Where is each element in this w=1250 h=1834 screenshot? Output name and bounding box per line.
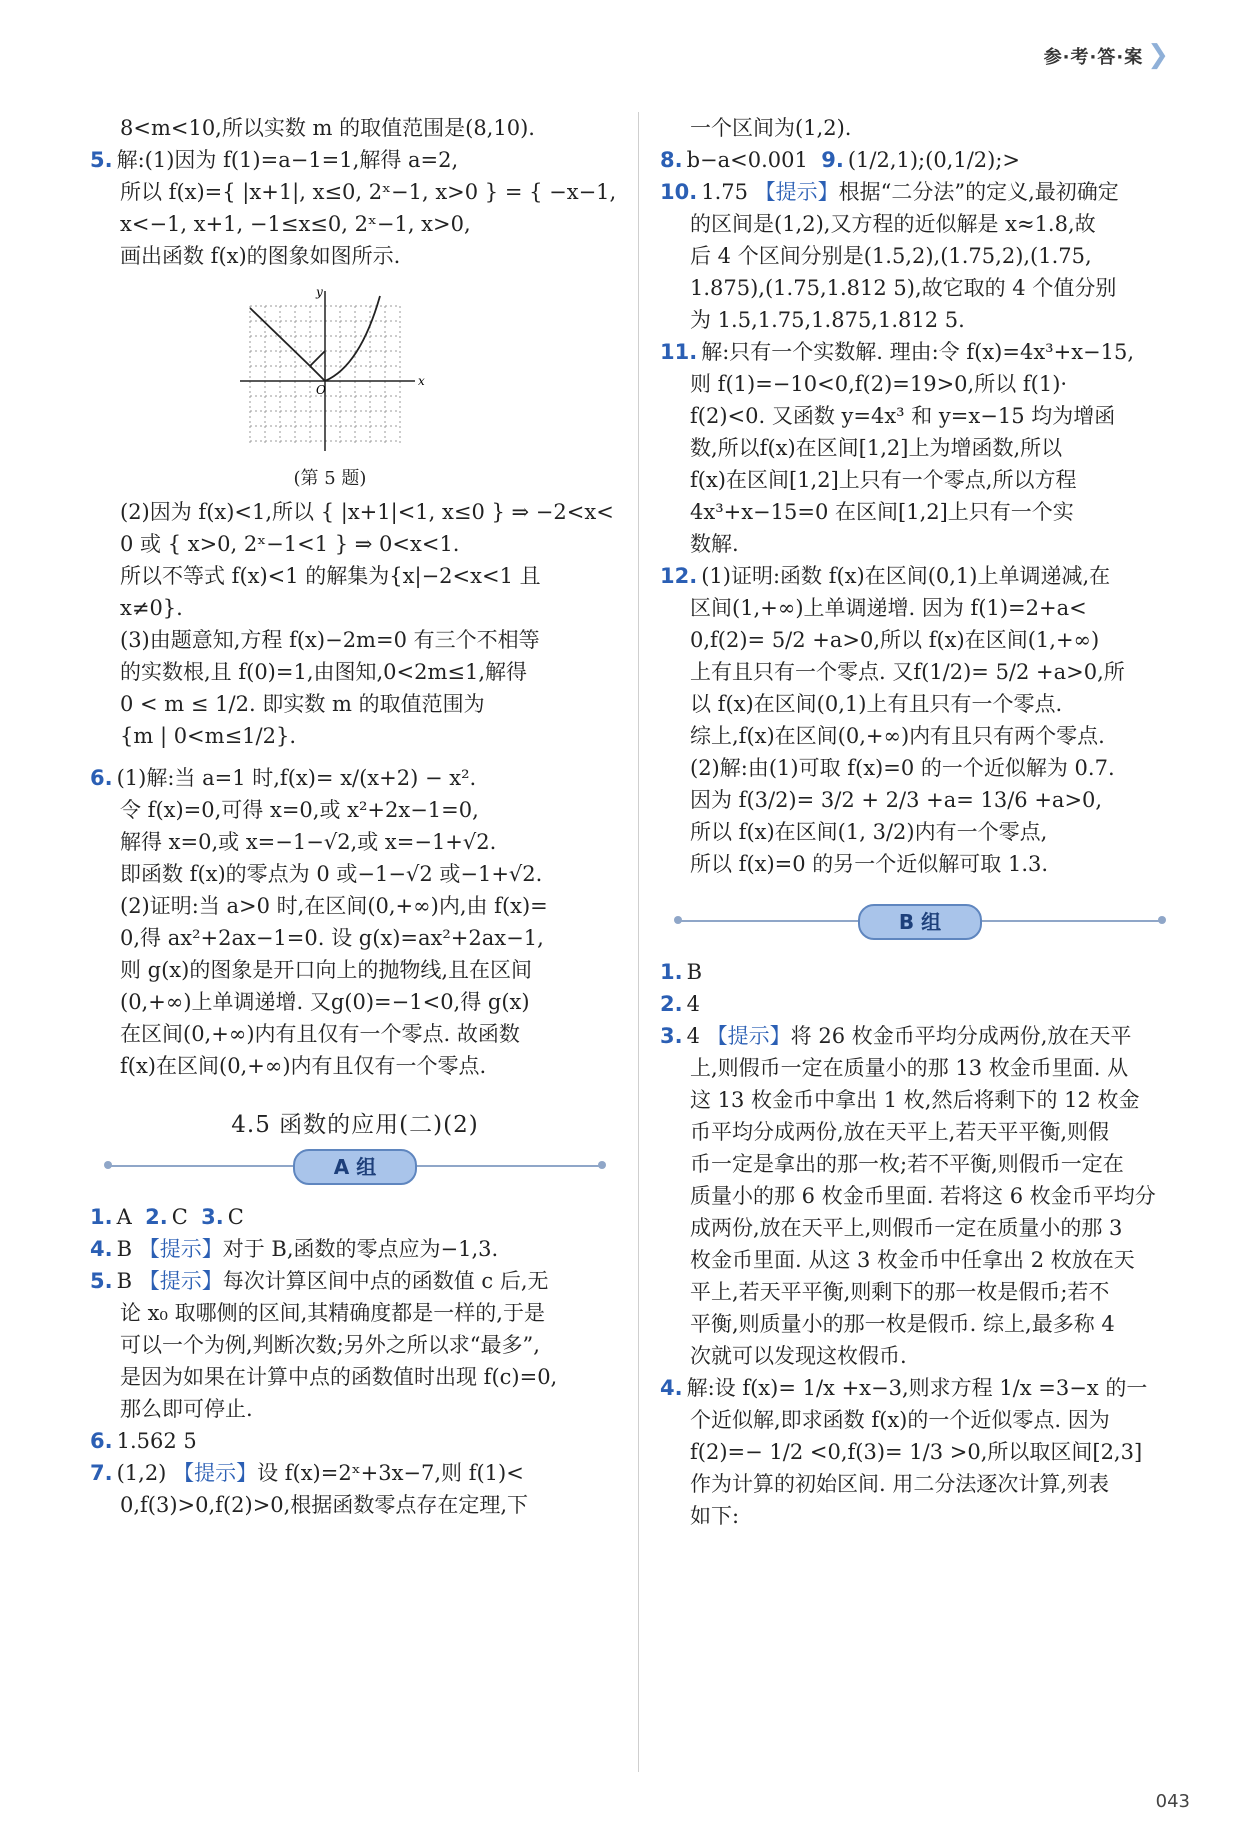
hint-tag: 【提示】	[138, 1237, 223, 1261]
page-header	[1044, 40, 1170, 70]
answer-11	[660, 336, 1180, 368]
text-line: (0,+∞)上单调递增. 又g(0)=−1<0,得 g(x)	[120, 990, 530, 1014]
right-column	[660, 112, 1180, 1532]
answer: B	[116, 1269, 133, 1293]
text-line: 论 x₀ 取哪侧的区间,其精确度都是一样的,于是	[120, 1301, 545, 1325]
answer-5	[90, 1265, 620, 1297]
text-line: f(2)=− 1/2 <0,f(3)= 1/3 >0,所以取区间[2,3]	[690, 1440, 1143, 1464]
text-line: 所以不等式 f(x)<1 的解集为{x|−2<x<1 且	[120, 564, 541, 588]
question-number: 4.	[660, 1376, 683, 1400]
question-6	[90, 762, 620, 794]
text-line: 的实数根,且 f(0)=1,由图知,0<2m≤1,解得	[120, 660, 528, 684]
answer: 4	[686, 1024, 700, 1048]
question-number: 4.	[90, 1237, 113, 1261]
question-number: 2.	[660, 992, 683, 1016]
answer: C	[171, 1205, 188, 1229]
text-line: (1)解:当 a=1 时,f(x)= x/(x+2) − x².	[116, 766, 477, 790]
text-line: 平衡,则质量小的那一枚是假币. 综上,最多称 4	[690, 1312, 1115, 1336]
text-line: 数解.	[690, 532, 739, 556]
y-axis-label: y	[316, 286, 323, 299]
question-number: 3.	[201, 1205, 224, 1229]
text-line: 1.875),(1.75,1.812 5),故它取的 4 个值分别	[690, 276, 1117, 300]
b-answer-2	[660, 988, 1180, 1020]
text-line: (2)解:由(1)可取 f(x)=0 的一个近似解为 0.7.	[690, 756, 1115, 780]
text-line: 设 f(x)=2ˣ+3x−7,则 f(1)<	[257, 1461, 524, 1485]
question-number: 6.	[90, 1429, 113, 1453]
answer: b−a<0.001	[686, 148, 808, 172]
question-number: 9.	[821, 148, 844, 172]
text-line: (1)证明:函数 f(x)在区间(0,1)上单调递减,在	[701, 564, 1111, 588]
text-line: (2)因为 f(x)<1,所以 { |x+1|<1, x≤0 } ⇒ −2<x<	[120, 500, 614, 524]
text-line: 个近似解,即求函数 f(x)的一个近似零点. 因为	[690, 1408, 1110, 1432]
chevron-right-icon: ❯	[1147, 40, 1170, 70]
question-number: 6.	[90, 766, 113, 790]
question-number: 12.	[660, 564, 698, 588]
question-number: 5.	[90, 1269, 113, 1293]
text-line: f(x)在区间[1,2]上只有一个零点,所以方程	[690, 468, 1077, 492]
text-line: 质量小的那 6 枚金币里面. 若将这 6 枚金币平均分	[690, 1184, 1156, 1208]
text-line: 的区间是(1,2),又方程的近似解是 x≈1.8,故	[690, 212, 1096, 236]
text-line: 0,f(2)= 5/2 +a>0,所以 f(x)在区间(1,+∞)	[690, 628, 1100, 652]
answer: 1.75	[701, 180, 748, 204]
text-line: 成两份,放在天平上,则假币一定在质量小的那 3	[690, 1216, 1123, 1240]
text-line: 0 < m ≤ 1/2. 即实数 m 的取值范围为	[120, 692, 485, 716]
answer: (1/2,1);(0,1/2);>	[847, 148, 1021, 172]
text-line: 因为 f(3/2)= 3/2 + 2/3 +a= 13/6 +a>0,	[690, 788, 1103, 812]
curve-exponential-branch	[325, 296, 380, 381]
group-b-label: B 组	[858, 904, 982, 940]
answer: A	[116, 1205, 132, 1229]
hint-tag: 【提示】	[138, 1269, 223, 1293]
text-line: {m | 0<m≤1/2}.	[120, 724, 296, 748]
text-line: 币一定是拿出的那一枚;若不平衡,则假币一定在	[690, 1152, 1124, 1176]
answer: 1.562 5	[116, 1429, 197, 1453]
text-line: 解得 x=0,或 x=−1−√2,或 x=−1+√2.	[120, 830, 497, 854]
text-line: 根据“二分法”的定义,最初确定	[838, 180, 1119, 204]
text-line: 上,则假币一定在质量小的那 13 枚金币里面. 从	[690, 1056, 1129, 1080]
curve-left-branch	[250, 308, 325, 381]
hint-tag: 【提示】	[754, 180, 839, 204]
text-line: 可以一个为例,判断次数;另外之所以求“最多”,	[120, 1333, 540, 1357]
group-a-banner	[90, 1149, 620, 1183]
answer: (1,2)	[116, 1461, 167, 1485]
text-line: 综上,f(x)在区间(0,+∞)内有且只有两个零点.	[690, 724, 1105, 748]
text-line: 4x³+x−15=0 在区间[1,2]上只有一个实	[690, 500, 1074, 524]
answer-7	[90, 1457, 620, 1489]
function-graph	[230, 286, 430, 456]
b-answer-1	[660, 956, 1180, 988]
text-line: 令 f(x)=0,可得 x=0,或 x²+2x−1=0,	[120, 798, 479, 822]
question-number: 8.	[660, 148, 683, 172]
question-number: 1.	[90, 1205, 113, 1229]
question-number: 7.	[90, 1461, 113, 1485]
group-b-banner	[660, 904, 1180, 938]
question-number: 2.	[145, 1205, 168, 1229]
text-line: f(x)在区间(0,+∞)内有且仅有一个零点.	[120, 1054, 487, 1078]
text-line: 平上,若天平平衡,则剩下的那一枚是假币;若不	[690, 1280, 1110, 1304]
answer-10	[660, 176, 1180, 208]
text-line: 0,f(3)>0,f(2)>0,根据函数零点存在定理,下	[120, 1493, 529, 1517]
b-answer-4	[660, 1372, 1180, 1404]
text-line: (2)证明:当 a>0 时,在区间(0,+∞)内,由 f(x)=	[120, 894, 548, 918]
answer: B	[686, 960, 703, 984]
text-line: 枚金币里面. 从这 3 枚金币中任拿出 2 枚放在天	[690, 1248, 1135, 1272]
text-line: 是因为如果在计算中点的函数值时出现 f(c)=0,	[120, 1365, 558, 1389]
origin-label: O	[316, 383, 326, 397]
text-line: 作为计算的初始区间. 用二分法逐次计算,列表	[690, 1472, 1110, 1496]
question-number: 10.	[660, 180, 698, 204]
text-line: 数,所以f(x)在区间[1,2]上为增函数,所以	[690, 436, 1063, 460]
answers-1-3	[90, 1201, 620, 1233]
b-answer-3	[660, 1020, 1180, 1052]
text-line: 将 26 枚金币平均分成两份,放在天平	[790, 1024, 1132, 1048]
text-line: 以 f(x)在区间(0,1)上有且只有一个零点.	[690, 692, 1063, 716]
text-line: (3)由题意知,方程 f(x)−2m=0 有三个不相等	[120, 628, 540, 652]
page-number: 043	[1155, 1791, 1190, 1812]
question-number: 3.	[660, 1024, 683, 1048]
curve-middle-branch	[310, 351, 325, 366]
text-line: 画出函数 f(x)的图象如图所示.	[120, 244, 401, 268]
text-line: 则 g(x)的图象是开口向上的抛物线,且在区间	[120, 958, 533, 982]
answer-12	[660, 560, 1180, 592]
question-number: 11.	[660, 340, 698, 364]
text-line: 次就可以发现这枚假币.	[690, 1344, 907, 1368]
text-line: 区间(1,+∞)上单调递增. 因为 f(1)=2+a<	[690, 596, 1087, 620]
text-line: 0,得 ax²+2ax−1=0. 设 g(x)=ax²+2ax−1,	[120, 926, 544, 950]
text-line: 对于 B,函数的零点应为−1,3.	[222, 1237, 499, 1261]
figure-caption: (第 5 题)	[293, 468, 367, 489]
text-line: 每次计算区间中点的函数值 c 后,无	[222, 1269, 549, 1293]
text-line: 所以 f(x)=0 的另一个近似解可取 1.3.	[690, 852, 1049, 876]
function-graph-figure	[230, 286, 430, 490]
x-axis-label: x	[418, 374, 425, 388]
text-line: 0 或 { x>0, 2ˣ−1<1 } ⇒ 0<x<1.	[120, 532, 460, 556]
hint-tag: 【提示】	[706, 1024, 791, 1048]
column-divider	[638, 112, 639, 1772]
left-column	[90, 112, 620, 1521]
answer-6	[90, 1425, 620, 1457]
text-line: 则 f(1)=−10<0,f(2)=19>0,所以 f(1)·	[690, 372, 1068, 396]
text-line: 所以 f(x)={ |x+1|, x≤0, 2ˣ−1, x>0 } = { −x−1, x<−1, x+1, −1≤x≤0, 2ˣ−1, x>0,	[120, 180, 617, 236]
text-line: f(2)<0. 又函数 y=4x³ 和 y=x−15 均为增函	[690, 404, 1116, 428]
text-line: x≠0}.	[120, 596, 183, 620]
section-title: 4.5 函数的应用(二)(2)	[231, 1112, 479, 1138]
text-line: 解:只有一个实数解. 理由:令 f(x)=4x³+x−15,	[701, 340, 1135, 364]
question-5	[90, 144, 620, 176]
question-number: 5.	[90, 148, 113, 172]
text-line: 一个区间为(1,2).	[690, 116, 852, 140]
text-line: 所以 f(x)在区间(1, 3/2)内有一个零点,	[690, 820, 1048, 844]
text-line: 在区间(0,+∞)内有且仅有一个零点. 故函数	[120, 1022, 520, 1046]
text-line: 这 13 枚金币中拿出 1 枚,然后将剩下的 12 枚金	[690, 1088, 1140, 1112]
group-a-label: A 组	[293, 1149, 417, 1185]
text-line: 解:设 f(x)= 1/x +x−3,则求方程 1/x =3−x 的一	[686, 1376, 1148, 1400]
text-line: 后 4 个区间分别是(1.5,2),(1.75,2),(1.75,	[690, 244, 1092, 268]
text-line: 为 1.5,1.75,1.875,1.812 5.	[690, 308, 965, 332]
answer: C	[227, 1205, 244, 1229]
answer: B	[116, 1237, 133, 1261]
hint-tag: 【提示】	[173, 1461, 258, 1485]
answers-8-9	[660, 144, 1180, 176]
text-line: 币平均分成两份,放在天平上,若天平平衡,则假	[690, 1120, 1110, 1144]
text-line: 即函数 f(x)的零点为 0 或−1−√2 或−1+√2.	[120, 862, 543, 886]
answer-4	[90, 1233, 620, 1265]
header-label: 参·考·答·案	[1043, 47, 1144, 68]
answer: 4	[686, 992, 700, 1016]
text-line: 解:(1)因为 f(1)=a−1=1,解得 a=2,	[116, 148, 459, 172]
text-line: 上有且只有一个零点. 又f(1/2)= 5/2 +a>0,所	[690, 660, 1125, 684]
text-line: 8<m<10,所以实数 m 的取值范围是(8,10).	[120, 116, 535, 140]
text-line: 如下:	[690, 1504, 740, 1528]
question-number: 1.	[660, 960, 683, 984]
text-line: 那么即可停止.	[120, 1397, 253, 1421]
